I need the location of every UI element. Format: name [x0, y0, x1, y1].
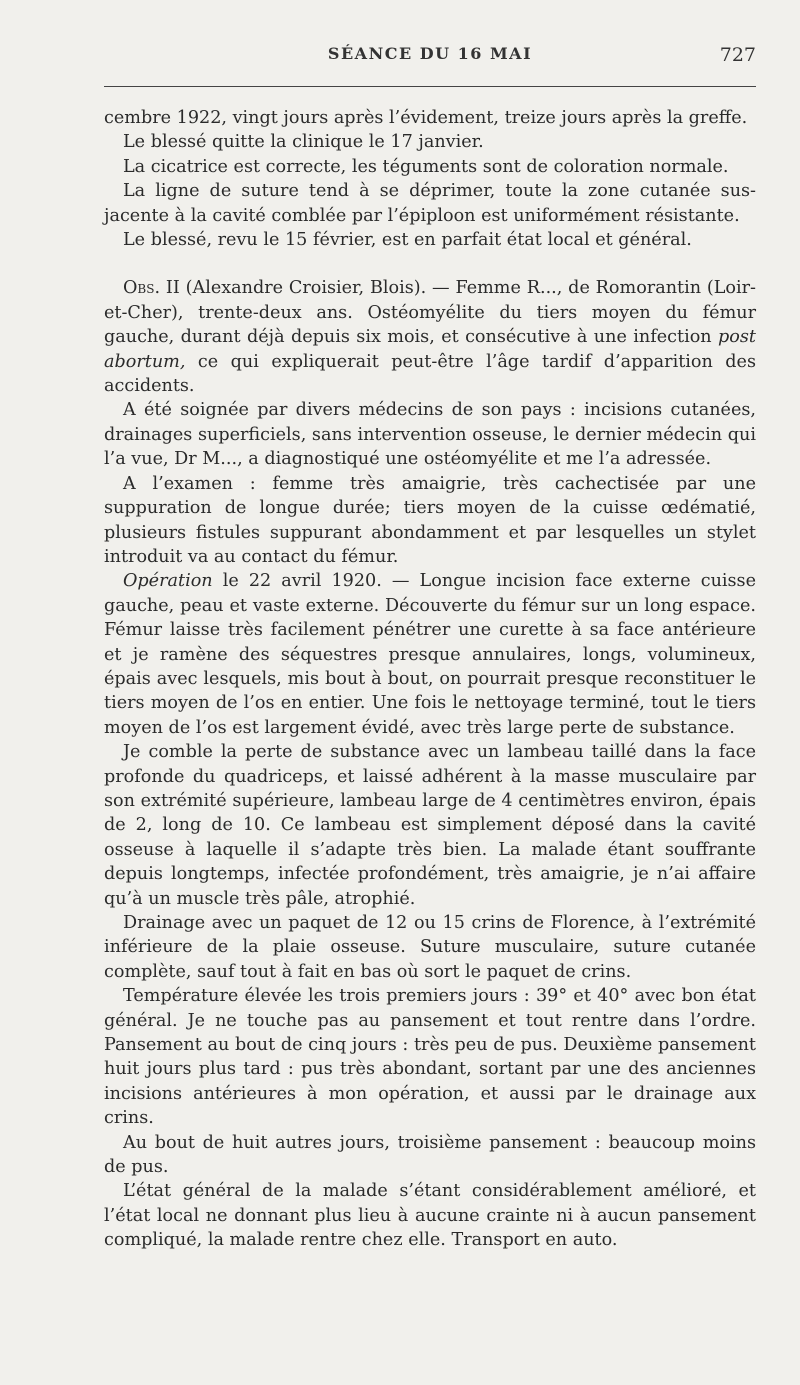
paragraph: La ligne de suture tend à se déprimer, toute la zone cutanée sus-jacente à la cavité comblée par l’épiploon est uniformément résistante. [104, 181, 756, 226]
paragraph: A l’examen : femme très amaigrie, très cachectisée par une suppuration de longue durée; tiers moyen de la cuisse œdématié, plusieurs fistules suppurant abondamment et par lesquelles un stylet introduit va au contact du fémur. [104, 473, 756, 567]
operation-paragraph [104, 569, 756, 740]
observation-paragraph [104, 276, 756, 398]
paragraph: L’état général de la malade s’étant considérablement amélioré, et l’état local ne donnant plus lieu à aucune crainte ni à aucun pansement compliqué, la malade rentre chez elle. Transport en auto. [104, 1181, 756, 1251]
paragraph: A été soignée par divers médecins de son pays : incisions cutanées, drainages superficiels, sans intervention osseuse, le dernier médecin qui l’a vue, Dr M..., a diagnostiqué une ostéomyélite et me l’a adressée. [104, 400, 756, 470]
post-abortum: post abortum, [104, 327, 757, 372]
operation-text: le 22 avril 1920. — Longue incision face externe cuisse gauche, peau et vaste externe. Découverte du fémur sur un long espace. Fémur laisse très facilement pénétrer une curette à sa face antérieure et je ramène des séquestres presque annulaires, longs, volumineux, épais avec lesquels, mis bout à bout, on pourrait presque reconstituer le tiers moyen de l’os en entier. Une fois le nettoyage terminé, tout le tiers moyen de l’os est largement évidé, avec très large perte de substance. [104, 571, 756, 738]
paragraph: cembre 1922, vingt jours après l’évidement, treize jours après la greffe. [104, 108, 748, 128]
paragraph: Je comble la perte de substance avec un lambeau taillé dans la face profonde du quadriceps, et laissé adhérent à la masse musculaire par son extrémité supérieure, lambeau large de 4 centimètres environ, épais de 2, long de 10. Ce lambeau est simplement déposé dans la cavité osseuse à laquelle il s’adapte très bien. La malade étant souffrante depuis longtemps, infectée profondément, très amaigrie, je n’ai affaire qu’à un muscle très pâle, atrophié. [104, 742, 756, 909]
paragraph: Drainage avec un paquet de 12 ou 15 crins de Florence, à l’extrémité inférieure de la plaie osseuse. Suture musculaire, suture cutanée complète, sauf tout à fait en bas où sort le paquet de crins. [104, 913, 756, 982]
obs-tail: ce qui expliquerait peut-être l’âge tardif d’apparition des accidents. [104, 351, 756, 397]
paragraph: Au bout de huit autres jours, troisième pansement : beaucoup moins de pus. [104, 1132, 756, 1178]
paragraph: Le blessé quitte la clinique le 17 janvier. [123, 132, 484, 153]
running-title: SÉANCE DU 16 MAI [327, 44, 533, 63]
page-header [104, 44, 756, 74]
operation-label: Opération [123, 571, 213, 592]
paragraph: Température élevée les trois premiers jours : 39° et 40° avec bon état général. Je ne touche pas au pansement et tout rentre dans l’ordre. Pansement au bout de cinq jours : très peu de pus. Deuxième pansement huit jours plus tard : pus très abondant, sortant par une des anciennes incisions antérieures à mon opération, et aussi par le drainage aux crins. [104, 986, 756, 1129]
header-rule [104, 86, 756, 87]
body-text [104, 106, 756, 1253]
obs-label: Obs. [123, 278, 161, 299]
obs-text: II (Alexandre Croisier, Blois). — Femme R..., de Romorantin (Loir-et-Cher), trente-deux ans. Ostéomyélite du tiers moyen du fémur gauche, durant déjà depuis six mois, et consécutive à une infection [104, 278, 757, 348]
paragraph: Le blessé, revu le 15 février, est en parfait état local et général. [123, 230, 692, 251]
paragraph: La cicatrice est correcte, les téguments sont de coloration normale. [123, 156, 729, 177]
page-number: 727 [719, 44, 756, 66]
